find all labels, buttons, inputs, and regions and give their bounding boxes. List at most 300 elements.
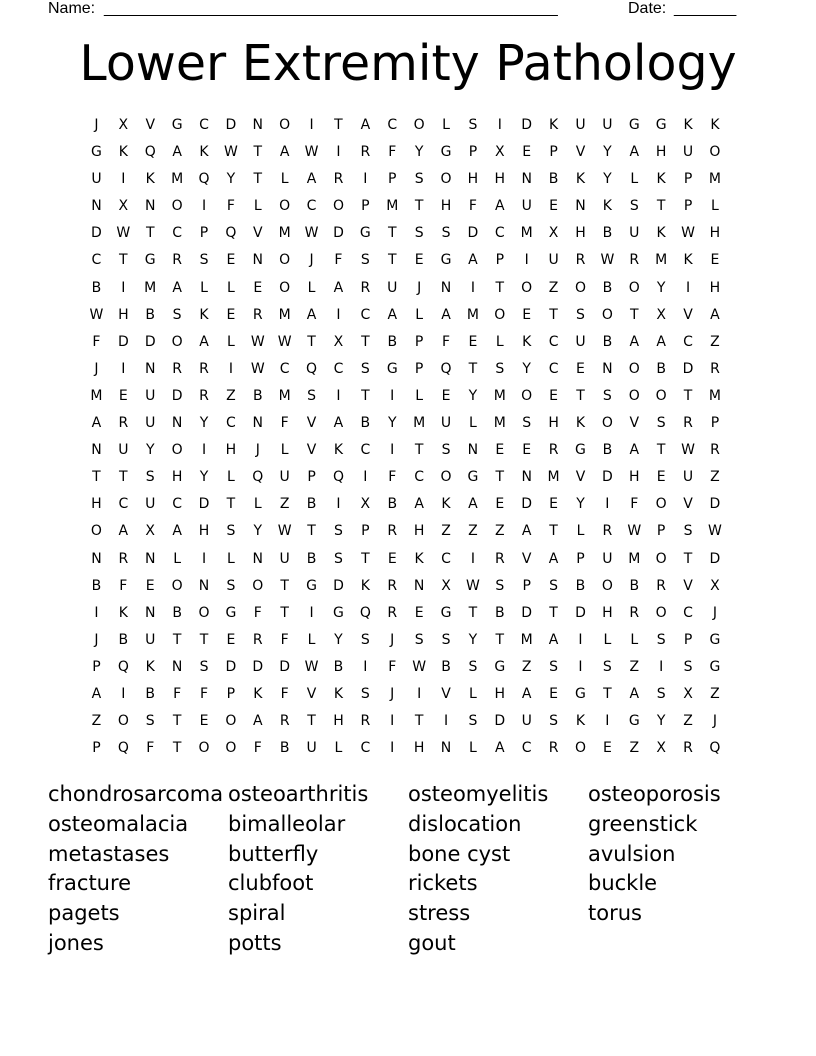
grid-letter: S — [522, 415, 532, 432]
grid-letter: C — [683, 333, 693, 350]
grid-letter: G — [171, 117, 183, 133]
grid-letter: L — [253, 496, 262, 513]
grid-letter: S — [334, 523, 343, 540]
grid-letter: D — [709, 550, 721, 567]
grid-letter: X — [710, 577, 720, 594]
grid-letter: E — [495, 442, 505, 459]
grid-letter: L — [415, 306, 424, 323]
grid-letter: F — [92, 333, 101, 350]
grid-letter: F — [226, 198, 235, 215]
grid-letter: I — [363, 469, 368, 486]
grid-letter: M — [144, 279, 157, 296]
grid-letter: M — [520, 225, 533, 242]
grid-letter: T — [656, 198, 666, 215]
grid-letter: W — [277, 523, 292, 540]
grid-letter: H — [709, 279, 721, 296]
word-list — [48, 780, 768, 959]
grid-letter: V — [629, 415, 640, 432]
grid-letter: T — [683, 387, 693, 404]
grid-letter: X — [683, 685, 693, 702]
grid-letter: E — [495, 496, 505, 513]
grid-letter: B — [91, 577, 102, 594]
grid-letter: F — [280, 631, 289, 648]
grid-letter: R — [656, 577, 667, 594]
grid-letter: R — [333, 171, 344, 188]
grid-letter: S — [468, 658, 478, 675]
grid-letter: F — [630, 496, 639, 513]
grid-letter: N — [171, 658, 183, 675]
grid-letter: N — [252, 252, 264, 269]
grid-letter: D — [144, 333, 156, 350]
grid-letter: F — [146, 740, 155, 757]
grid-letter: U — [279, 550, 290, 567]
grid-letter: U — [387, 279, 398, 296]
grid-letter: P — [388, 171, 397, 188]
grid-letter: Y — [603, 171, 612, 188]
grid-letter: C — [387, 117, 398, 133]
grid-letter: D — [252, 658, 264, 675]
grid-letter: E — [549, 198, 559, 215]
grid-letter: X — [145, 523, 156, 540]
grid-letter: G — [306, 577, 317, 594]
grid-letter: G — [440, 144, 452, 161]
grid-letter: R — [252, 306, 263, 323]
grid-letter: R — [199, 360, 209, 377]
grid-letter: M — [386, 198, 399, 215]
grid-letter: N — [144, 360, 156, 377]
page-title: Lower Extremity Pathology — [79, 35, 737, 92]
grid-letter: T — [387, 252, 397, 269]
grid-letter: O — [655, 387, 667, 404]
grid-letter: J — [94, 360, 99, 377]
grid-letter: I — [605, 713, 610, 730]
grid-letter: B — [91, 279, 102, 296]
grid-letter: G — [709, 658, 721, 675]
grid-letter: A — [495, 198, 505, 215]
grid-letter: C — [414, 469, 425, 486]
grid-letter: I — [605, 496, 610, 513]
grid-letter: W — [708, 523, 722, 540]
grid-letter: M — [278, 306, 291, 323]
grid-letter: G — [333, 604, 344, 621]
grid-letter: K — [199, 144, 209, 161]
grid-letter: S — [360, 360, 370, 377]
grid-letter: A — [279, 144, 290, 161]
grid-letter: I — [201, 198, 207, 215]
grid-letter: Y — [603, 144, 612, 161]
grid-letter: R — [548, 442, 559, 459]
grid-letter: S — [360, 252, 370, 269]
grid-letter: K — [145, 171, 155, 188]
grid-letter: M — [628, 550, 641, 567]
grid-letter: A — [91, 415, 102, 432]
grid-letter: H — [467, 171, 479, 188]
grid-letter: C — [548, 360, 559, 377]
grid-letter: S — [360, 685, 370, 702]
grid-letter: L — [495, 333, 504, 350]
grid-letter: K — [683, 117, 693, 133]
grid-letter: R — [629, 252, 640, 269]
grid-letter: W — [277, 333, 292, 350]
grid-letter: A — [548, 631, 559, 648]
grid-letter: T — [549, 604, 558, 621]
grid-letter: V — [306, 685, 317, 702]
grid-letter: D — [521, 604, 533, 621]
grid-letter: S — [199, 252, 209, 269]
grid-letter: P — [414, 360, 424, 377]
grid-letter: U — [306, 740, 317, 757]
grid-letter: A — [629, 333, 640, 350]
grid-letter: I — [578, 631, 583, 648]
grid-letter: G — [467, 469, 479, 486]
grid-letter: C — [360, 306, 371, 323]
grid-letter: Q — [709, 740, 721, 757]
grid-letter: H — [198, 523, 210, 540]
grid-letter: V — [575, 144, 586, 161]
grid-letter: O — [225, 713, 237, 730]
grid-letter: J — [417, 279, 422, 296]
grid-letter: B — [252, 387, 263, 404]
grid-letter: C — [172, 225, 182, 242]
grid-letter: Q — [117, 740, 129, 757]
grid-letter: Y — [468, 631, 478, 648]
grid-letter: X — [495, 144, 505, 161]
grid-letter: U — [682, 469, 694, 486]
grid-letter: C — [306, 198, 317, 215]
grid-letter: T — [92, 469, 101, 486]
grid-letter: E — [522, 306, 532, 323]
grid-letter: P — [361, 523, 370, 540]
grid-letter: R — [360, 279, 371, 296]
grid-letter: I — [497, 117, 502, 133]
word-list-item: rickets — [408, 871, 478, 896]
grid-letter: S — [414, 631, 424, 648]
grid-letter: E — [549, 387, 559, 404]
grid-letter: R — [710, 442, 720, 459]
grid-letter: C — [91, 252, 102, 269]
grid-letter: A — [521, 685, 532, 702]
grid-letter: E — [199, 713, 209, 730]
grid-letter: G — [225, 604, 237, 621]
grid-letter: S — [495, 577, 505, 594]
grid-letter: I — [524, 252, 529, 269]
grid-letter: Z — [279, 496, 290, 513]
grid-letter: I — [309, 604, 314, 621]
grid-letter: W — [116, 225, 131, 242]
grid-letter: O — [171, 333, 183, 350]
grid-letter: W — [681, 225, 695, 242]
word-list-item: stress — [408, 901, 471, 926]
grid-letter: F — [334, 252, 343, 269]
grid-letter: T — [414, 442, 424, 459]
grid-letter: A — [172, 523, 182, 540]
grid-letter: T — [334, 117, 343, 133]
grid-letter: I — [336, 496, 341, 513]
grid-letter: I — [336, 306, 341, 323]
grid-letter: H — [709, 225, 721, 242]
grid-letter: I — [121, 279, 126, 296]
name-blank-line: ___________________________________________________ — [104, 0, 558, 17]
grid-letter: D — [225, 658, 237, 675]
grid-letter: V — [145, 117, 156, 133]
word-list-item: osteoporosis — [588, 782, 721, 806]
grid-letter: T — [629, 306, 639, 323]
grid-letter: I — [363, 658, 368, 675]
grid-letter: R — [387, 604, 398, 621]
grid-letter: H — [575, 225, 586, 242]
grid-letter: T — [495, 469, 505, 486]
grid-letter: R — [683, 740, 693, 757]
grid-letter: N — [252, 550, 264, 567]
grid-letter: O — [521, 387, 533, 404]
grid-letter: L — [200, 279, 208, 296]
grid-letter: S — [549, 577, 559, 594]
grid-letter: O — [279, 117, 291, 133]
grid-letter: M — [278, 225, 291, 242]
grid-letter: X — [441, 577, 451, 594]
grid-letter: Z — [226, 387, 236, 404]
grid-letter: J — [94, 117, 99, 133]
grid-letter: I — [390, 387, 395, 404]
grid-letter: T — [119, 469, 128, 486]
grid-letter: O — [574, 279, 586, 296]
grid-letter: O — [655, 604, 667, 621]
grid-letter: A — [521, 523, 532, 540]
word-list-item: pagets — [48, 901, 120, 926]
grid-letter: L — [280, 442, 289, 459]
grid-letter: C — [279, 360, 290, 377]
word-list-item: osteoarthritis — [228, 782, 369, 806]
grid-letter: M — [413, 415, 426, 432]
grid-letter: D — [521, 117, 533, 133]
grid-letter: E — [602, 740, 612, 757]
grid-letter: S — [199, 658, 209, 675]
grid-letter: K — [683, 252, 693, 269]
grid-letter: A — [199, 333, 209, 350]
grid-letter: I — [390, 713, 395, 730]
grid-letter: E — [656, 469, 666, 486]
grid-letter: X — [548, 225, 559, 242]
grid-letter: P — [495, 252, 505, 269]
grid-letter: T — [361, 387, 370, 404]
grid-letter: H — [225, 442, 237, 459]
grid-letter: G — [359, 225, 371, 242]
grid-letter: N — [91, 550, 102, 567]
word-list-item: gout — [408, 930, 456, 955]
grid-letter: K — [575, 713, 586, 730]
grid-letter: E — [549, 496, 559, 513]
grid-letter: U — [91, 171, 102, 188]
grid-letter: Z — [710, 685, 720, 702]
grid-letter: A — [468, 252, 478, 269]
grid-letter: O — [440, 469, 452, 486]
grid-letter: E — [145, 577, 155, 594]
grid-letter: T — [495, 279, 505, 296]
grid-letter: C — [548, 333, 559, 350]
grid-letter: T — [280, 604, 289, 621]
grid-letter: A — [387, 306, 398, 323]
grid-letter: B — [441, 658, 451, 675]
grid-letter: W — [250, 333, 265, 350]
grid-letter: A — [548, 550, 559, 567]
grid-letter: S — [145, 713, 155, 730]
grid-letter: Y — [522, 360, 531, 377]
grid-letter: N — [171, 415, 183, 432]
grid-letter: L — [226, 550, 235, 567]
grid-letter: G — [628, 713, 640, 730]
grid-letter: O — [655, 496, 667, 513]
grid-letter: T — [172, 631, 182, 648]
grid-letter: B — [172, 604, 182, 621]
word-list-item: avulsion — [588, 841, 676, 866]
grid-letter: K — [441, 496, 451, 513]
grid-letter: Z — [495, 523, 505, 540]
grid-letter: T — [387, 225, 397, 242]
grid-letter: L — [469, 740, 477, 757]
grid-letter: H — [171, 469, 183, 486]
grid-letter: U — [521, 713, 532, 730]
grid-letter: M — [278, 387, 291, 404]
grid-letter: P — [576, 550, 585, 567]
grid-letter: O — [332, 198, 344, 215]
grid-letter: M — [708, 171, 721, 188]
grid-letter: W — [681, 442, 695, 459]
grid-letter: U — [145, 387, 156, 404]
grid-letter: M — [547, 469, 560, 486]
grid-letter: U — [602, 550, 613, 567]
grid-letter: B — [602, 279, 613, 296]
grid-letter: A — [441, 306, 451, 323]
grid-letter: S — [145, 469, 155, 486]
grid-letter: B — [118, 631, 129, 648]
grid-letter: B — [602, 333, 613, 350]
grid-letter: U — [575, 117, 586, 133]
grid-letter: I — [94, 604, 99, 621]
grid-letter: H — [413, 740, 425, 757]
grid-letter: K — [118, 604, 128, 621]
grid-letter: U — [602, 117, 613, 133]
grid-letter: A — [306, 306, 317, 323]
grid-letter: I — [417, 685, 422, 702]
grid-letter: Y — [656, 279, 666, 296]
grid-letter: B — [656, 360, 666, 377]
grid-letter: K — [602, 198, 612, 215]
grid-letter: T — [119, 252, 128, 269]
grid-letter: B — [575, 577, 586, 594]
grid-letter: Q — [225, 225, 237, 242]
grid-letter: W — [412, 658, 427, 675]
grid-letter: C — [494, 225, 505, 242]
grid-letter: Q — [117, 658, 129, 675]
grid-letter: U — [548, 252, 559, 269]
grid-letter: C — [172, 496, 182, 513]
grid-letter: R — [387, 523, 398, 540]
grid-letter: A — [629, 442, 640, 459]
grid-letter: Q — [359, 604, 371, 621]
grid-letter: I — [363, 171, 368, 188]
grid-letter: L — [334, 740, 343, 757]
grid-letter: D — [521, 496, 533, 513]
grid-letter: J — [712, 604, 717, 621]
grid-letter: S — [468, 117, 478, 133]
grid-letter: G — [91, 144, 102, 161]
grid-letter: O — [574, 740, 586, 757]
grid-letter: X — [118, 198, 129, 215]
grid-letter: I — [201, 550, 207, 567]
grid-letter: L — [280, 171, 289, 188]
grid-letter: O — [601, 577, 613, 594]
grid-letter: T — [603, 685, 612, 702]
grid-letter: D — [333, 225, 344, 242]
grid-letter: O — [601, 306, 613, 323]
grid-letter: G — [709, 631, 721, 648]
grid-letter: U — [521, 198, 532, 215]
grid-letter: I — [121, 360, 126, 377]
grid-letter: F — [441, 333, 451, 350]
grid-letter: R — [172, 360, 182, 377]
grid-letter: X — [656, 740, 666, 757]
grid-letter: B — [495, 604, 505, 621]
grid-letter: T — [280, 577, 289, 594]
grid-letter: Z — [521, 658, 532, 675]
grid-letter: T — [468, 604, 478, 621]
grid-letter: B — [306, 550, 317, 567]
grid-letter: P — [92, 740, 101, 757]
grid-letter: Y — [199, 469, 209, 486]
grid-letter: A — [360, 117, 371, 133]
grid-letter: E — [522, 144, 532, 161]
grid-letter: O — [171, 198, 183, 215]
grid-letter: I — [443, 713, 449, 730]
grid-letter: C — [199, 117, 209, 133]
grid-letter: A — [495, 740, 505, 757]
grid-letter: P — [522, 577, 531, 594]
grid-letter: Q — [440, 360, 452, 377]
grid-letter: Z — [710, 469, 720, 486]
grid-letter: U — [575, 333, 586, 350]
grid-letter: T — [253, 171, 263, 188]
grid-letter: N — [252, 117, 264, 133]
grid-letter: P — [307, 469, 316, 486]
grid-letter: S — [602, 387, 612, 404]
word-list-item: bimalleolar — [228, 811, 346, 836]
grid-letter: N — [91, 442, 102, 459]
grid-letter: Z — [629, 658, 640, 675]
grid-letter: D — [171, 387, 183, 404]
grid-letter: A — [656, 333, 666, 350]
grid-letter: E — [414, 252, 424, 269]
grid-letter: U — [145, 631, 156, 648]
grid-letter: B — [602, 442, 613, 459]
name-label: Name: — [48, 0, 96, 17]
grid-letter: T — [145, 225, 155, 242]
grid-letter: O — [709, 144, 721, 161]
grid-letter: H — [628, 469, 640, 486]
grid-letter: D — [91, 225, 102, 242]
grid-letter: X — [656, 306, 666, 323]
grid-letter: C — [683, 604, 693, 621]
grid-letter: K — [548, 117, 559, 133]
grid-letter: K — [360, 577, 370, 594]
grid-letter: S — [414, 171, 424, 188]
grid-letter: P — [92, 658, 101, 675]
grid-letter: E — [118, 387, 128, 404]
grid-letter: F — [388, 144, 397, 161]
grid-letter: C — [118, 496, 129, 513]
grid-letter: B — [387, 496, 398, 513]
grid-letter: T — [172, 713, 182, 730]
word-list-item: potts — [228, 930, 282, 955]
